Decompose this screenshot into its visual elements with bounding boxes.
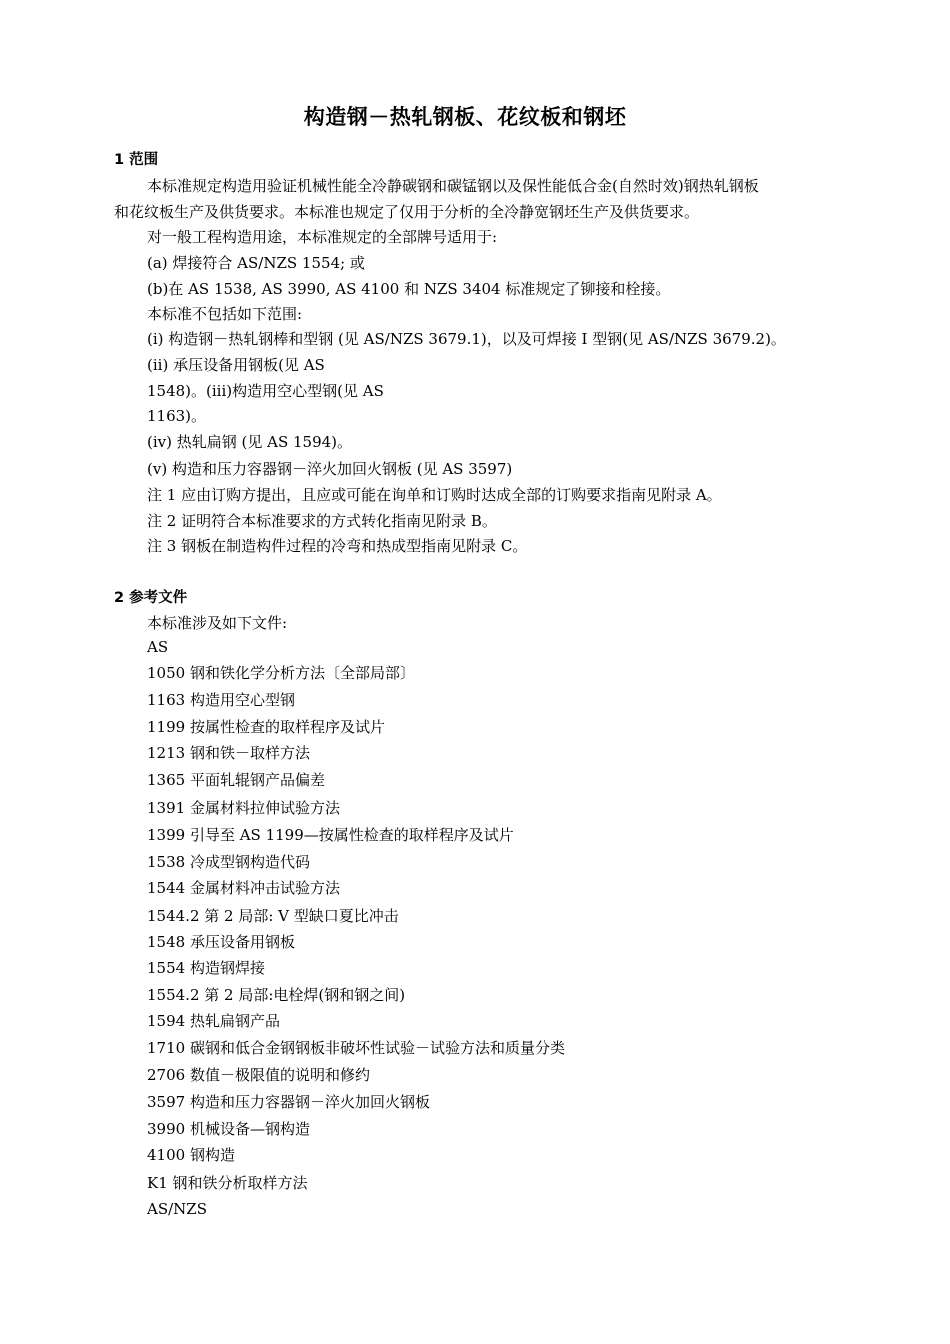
reference-item: 1391 金属材料拉伸试验方法 — [147, 799, 340, 817]
exclusion-ii-line-1: (ii) 承压设备用钢板(见 AS — [147, 356, 325, 374]
reference-item: 3597 构造和压力容器钢－淬火加回火钢板 — [147, 1093, 430, 1111]
reference-item: 1548 承压设备用钢板 — [147, 933, 295, 951]
reference-item: 1554 构造钢焊接 — [147, 959, 265, 977]
reference-item: 1594 热轧扁钢产品 — [147, 1012, 280, 1030]
reference-item: 1544.2 第 2 局部: V 型缺口夏比冲击 — [147, 907, 399, 925]
reference-item: 1050 钢和铁化学分析方法〔全部局部〕 — [147, 664, 415, 682]
references-intro: 本标准涉及如下文件: — [147, 614, 288, 632]
reference-item: 4100 钢构造 — [147, 1146, 235, 1164]
scope-item-a: (a) 焊接符合 AS/NZS 1554; 或 — [147, 254, 365, 272]
exclusion-iv: (iv) 热轧扁钢 (见 AS 1594)。 — [147, 433, 353, 451]
reference-item: 1213 钢和铁－取样方法 — [147, 744, 310, 762]
reference-item: 3990 机械设备—钢构造 — [147, 1120, 310, 1138]
note-1: 注 1 应由订购方提出，且应或可能在询单和订购时达成全部的订购要求指南见附录 A。 — [147, 486, 722, 504]
reference-item: 1538 冷成型钢构造代码 — [147, 853, 310, 871]
reference-item: 2706 数值－极限值的说明和修约 — [147, 1066, 370, 1084]
reference-item: 1163 构造用空心型钢 — [147, 691, 295, 709]
exclusion-ii-line-3: 1163)。 — [147, 407, 207, 425]
reference-item: 1199 按属性检查的取样程序及试片 — [147, 718, 385, 736]
reference-item: AS — [147, 638, 169, 656]
exclusion-v: (v) 构造和压力容器钢－淬火加回火钢板 (见 AS 3597) — [147, 460, 513, 478]
section-2-heading: 2 参考文件 — [114, 590, 188, 606]
reference-item: 1554.2 第 2 局部:电栓焊(钢和钢之间) — [147, 986, 406, 1004]
reference-item: 1710 碳钢和低合金钢钢板非破坏性试验－试验方法和质量分类 — [147, 1039, 565, 1057]
note-3: 注 3 钢板在制造构件过程的冷弯和热成型指南见附录 C。 — [147, 537, 528, 555]
note-2: 注 2 证明符合本标准要求的方式转化指南见附录 B。 — [147, 512, 497, 530]
exclusion-ii-line-2: 1548)。(iii)构造用空心型钢(见 AS — [147, 382, 384, 400]
scope-item-b: (b)在 AS 1538, AS 3990, AS 4100 和 NZS 3404 标准规定了铆接和栓接。 — [147, 280, 671, 298]
document-title: 构造钢－热轧钢板、花纹板和钢坯 — [303, 105, 627, 129]
exclusions-intro: 本标准不包括如下范围: — [147, 305, 303, 323]
section-1-heading: 1 范围 — [114, 152, 159, 168]
exclusion-i: (i) 构造钢－热轧钢棒和型钢 (见 AS/NZS 3679.1)，以及可焊接 I 型钢(见 AS/NZS 3679.2)。 — [147, 330, 786, 348]
scope-paragraph-line-2: 和花纹板生产及供货要求。本标准也规定了仅用于分析的全冷静宽钢坯生产及供货要求。 — [114, 203, 700, 221]
scope-paragraph-line-1: 本标准规定构造用验证机械性能全冷静碳钢和碳锰钢以及保性能低合金(自然时效)钢热轧钢板 — [147, 177, 759, 195]
reference-item: 1544 金属材料冲击试验方法 — [147, 879, 340, 897]
reference-item: AS/NZS — [147, 1200, 207, 1218]
scope-paragraph-2: 对一般工程构造用途，本标准规定的全部牌号适用于: — [147, 228, 498, 246]
reference-item: K1 钢和铁分析取样方法 — [147, 1174, 308, 1192]
reference-item: 1399 引导至 AS 1199—按属性检查的取样程序及试片 — [147, 826, 514, 844]
reference-item: 1365 平面轧辊钢产品偏差 — [147, 771, 325, 789]
